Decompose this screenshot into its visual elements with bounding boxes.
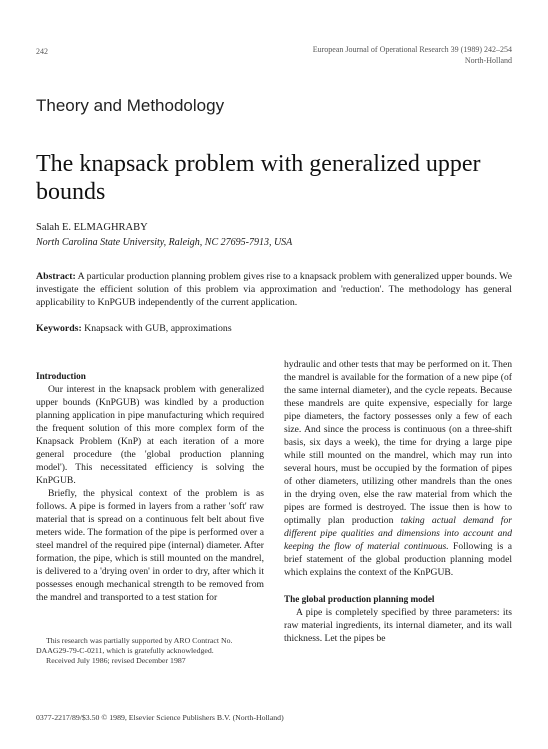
footnote-received: Received July 1986; revised December 1987 [46,656,186,665]
keywords-label: Keywords: [36,323,82,334]
continuation-text-a: hydraulic and other tests that may be performed on it. Then the mandrel is available for the formation of a new pipe (of the same internal diameter), and the cycle repeats. Because these mandrels are quite expensive, especially for large pipe diameters, the factory possesses only a few of each size. And since the process is continuous (on a three-shift basis, six days a week), the time for drying a large pipe while still mounted on the mandrel, which may run into several hours, must be occupied by the formation of pipes of other diameters, utilizing other mandrels than the ones in the drying oven, else the raw material from which the pipes are formed is destroyed. The issue then is how to optimally plan production [284,359,512,526]
section-heading: Theory and Methodology [36,96,225,115]
keywords-text: Knapsack with GUB, approximations [81,323,232,334]
left-column [36,370,264,604]
author-name: Salah E. ELMAGHRABY [36,222,148,233]
model-paragraph: A pipe is completely specified by three parameters: its raw material ingredients, its internal diameter, and its wall thickness. Let the pipes be [284,607,512,644]
abstract [36,270,512,309]
section-divider [36,124,512,126]
abstract-label: Abstract: [36,271,76,282]
copyright-line: 0377-2217/89/$3.50 © 1989, Elsevier Science Publishers B.V. (North-Holland) [36,713,284,722]
right-column [284,358,512,645]
model-heading: The global production planning model [284,594,435,604]
footnote [36,636,264,666]
abstract-text: A particular production planning problem gives rise to a knapsack problem with generalized upper bounds. We investigate the efficient solution of this problem via approximation and 'reduction'. The methodology has general applicability to KnPGUB independently of the current application. [36,271,512,308]
continuation-paragraph [284,358,512,579]
page-number: 242 [36,47,48,56]
journal-line-1: European Journal of Operational Research 39 (1989) 242–254 [312,45,512,54]
paper-title: The knapsack problem with generalized upper bounds [36,151,481,205]
introduction-heading: Introduction [36,371,86,381]
continuation-italic: taking actual demand for different pipe qualities and dimensions into account and keeping the flow of material continuous. [284,515,512,552]
author-affiliation: North Carolina State University, Raleigh, NC 27695-7913, USA [36,237,293,248]
intro-paragraph-2: Briefly, the physical context of the problem is as follows. A pipe is formed in layers from a rather 'soft' raw material that is spread on a continuous felt belt about five meters wide. The formation of the pipe is performed over a steel mandrel of the required pipe (internal) diameter. After formation, the pipe, which is still mounted on the mandrel, is delivered to a 'drying oven' in order to dry, after which it possesses enough mechanical strength to be removed from the mandrel and transported to a test station for [36,488,264,603]
intro-paragraph-1: Our interest in the knapsack problem with generalized upper bounds (KnPGUB) was kindled by a production planning application in pipe manufacturing which required the frequent solution of this more complex form of the Knapsack Problem (KnP) at each iteration of a more general procedure (the 'global production planning model'). This necessitated efficiency is solving the KnPGUB. [36,384,264,486]
keywords [36,323,512,334]
journal-line-2: North-Holland [464,56,512,65]
journal-citation [313,44,512,66]
continuation-text-b: Following is a brief statement of the global production planning model which explains the context of the KnPGUB. [284,541,512,578]
footnote-support: This research was partially supported by ARO Contract No. DAAG29-79-C-0211, which is gratefully acknowledged. [36,636,233,655]
